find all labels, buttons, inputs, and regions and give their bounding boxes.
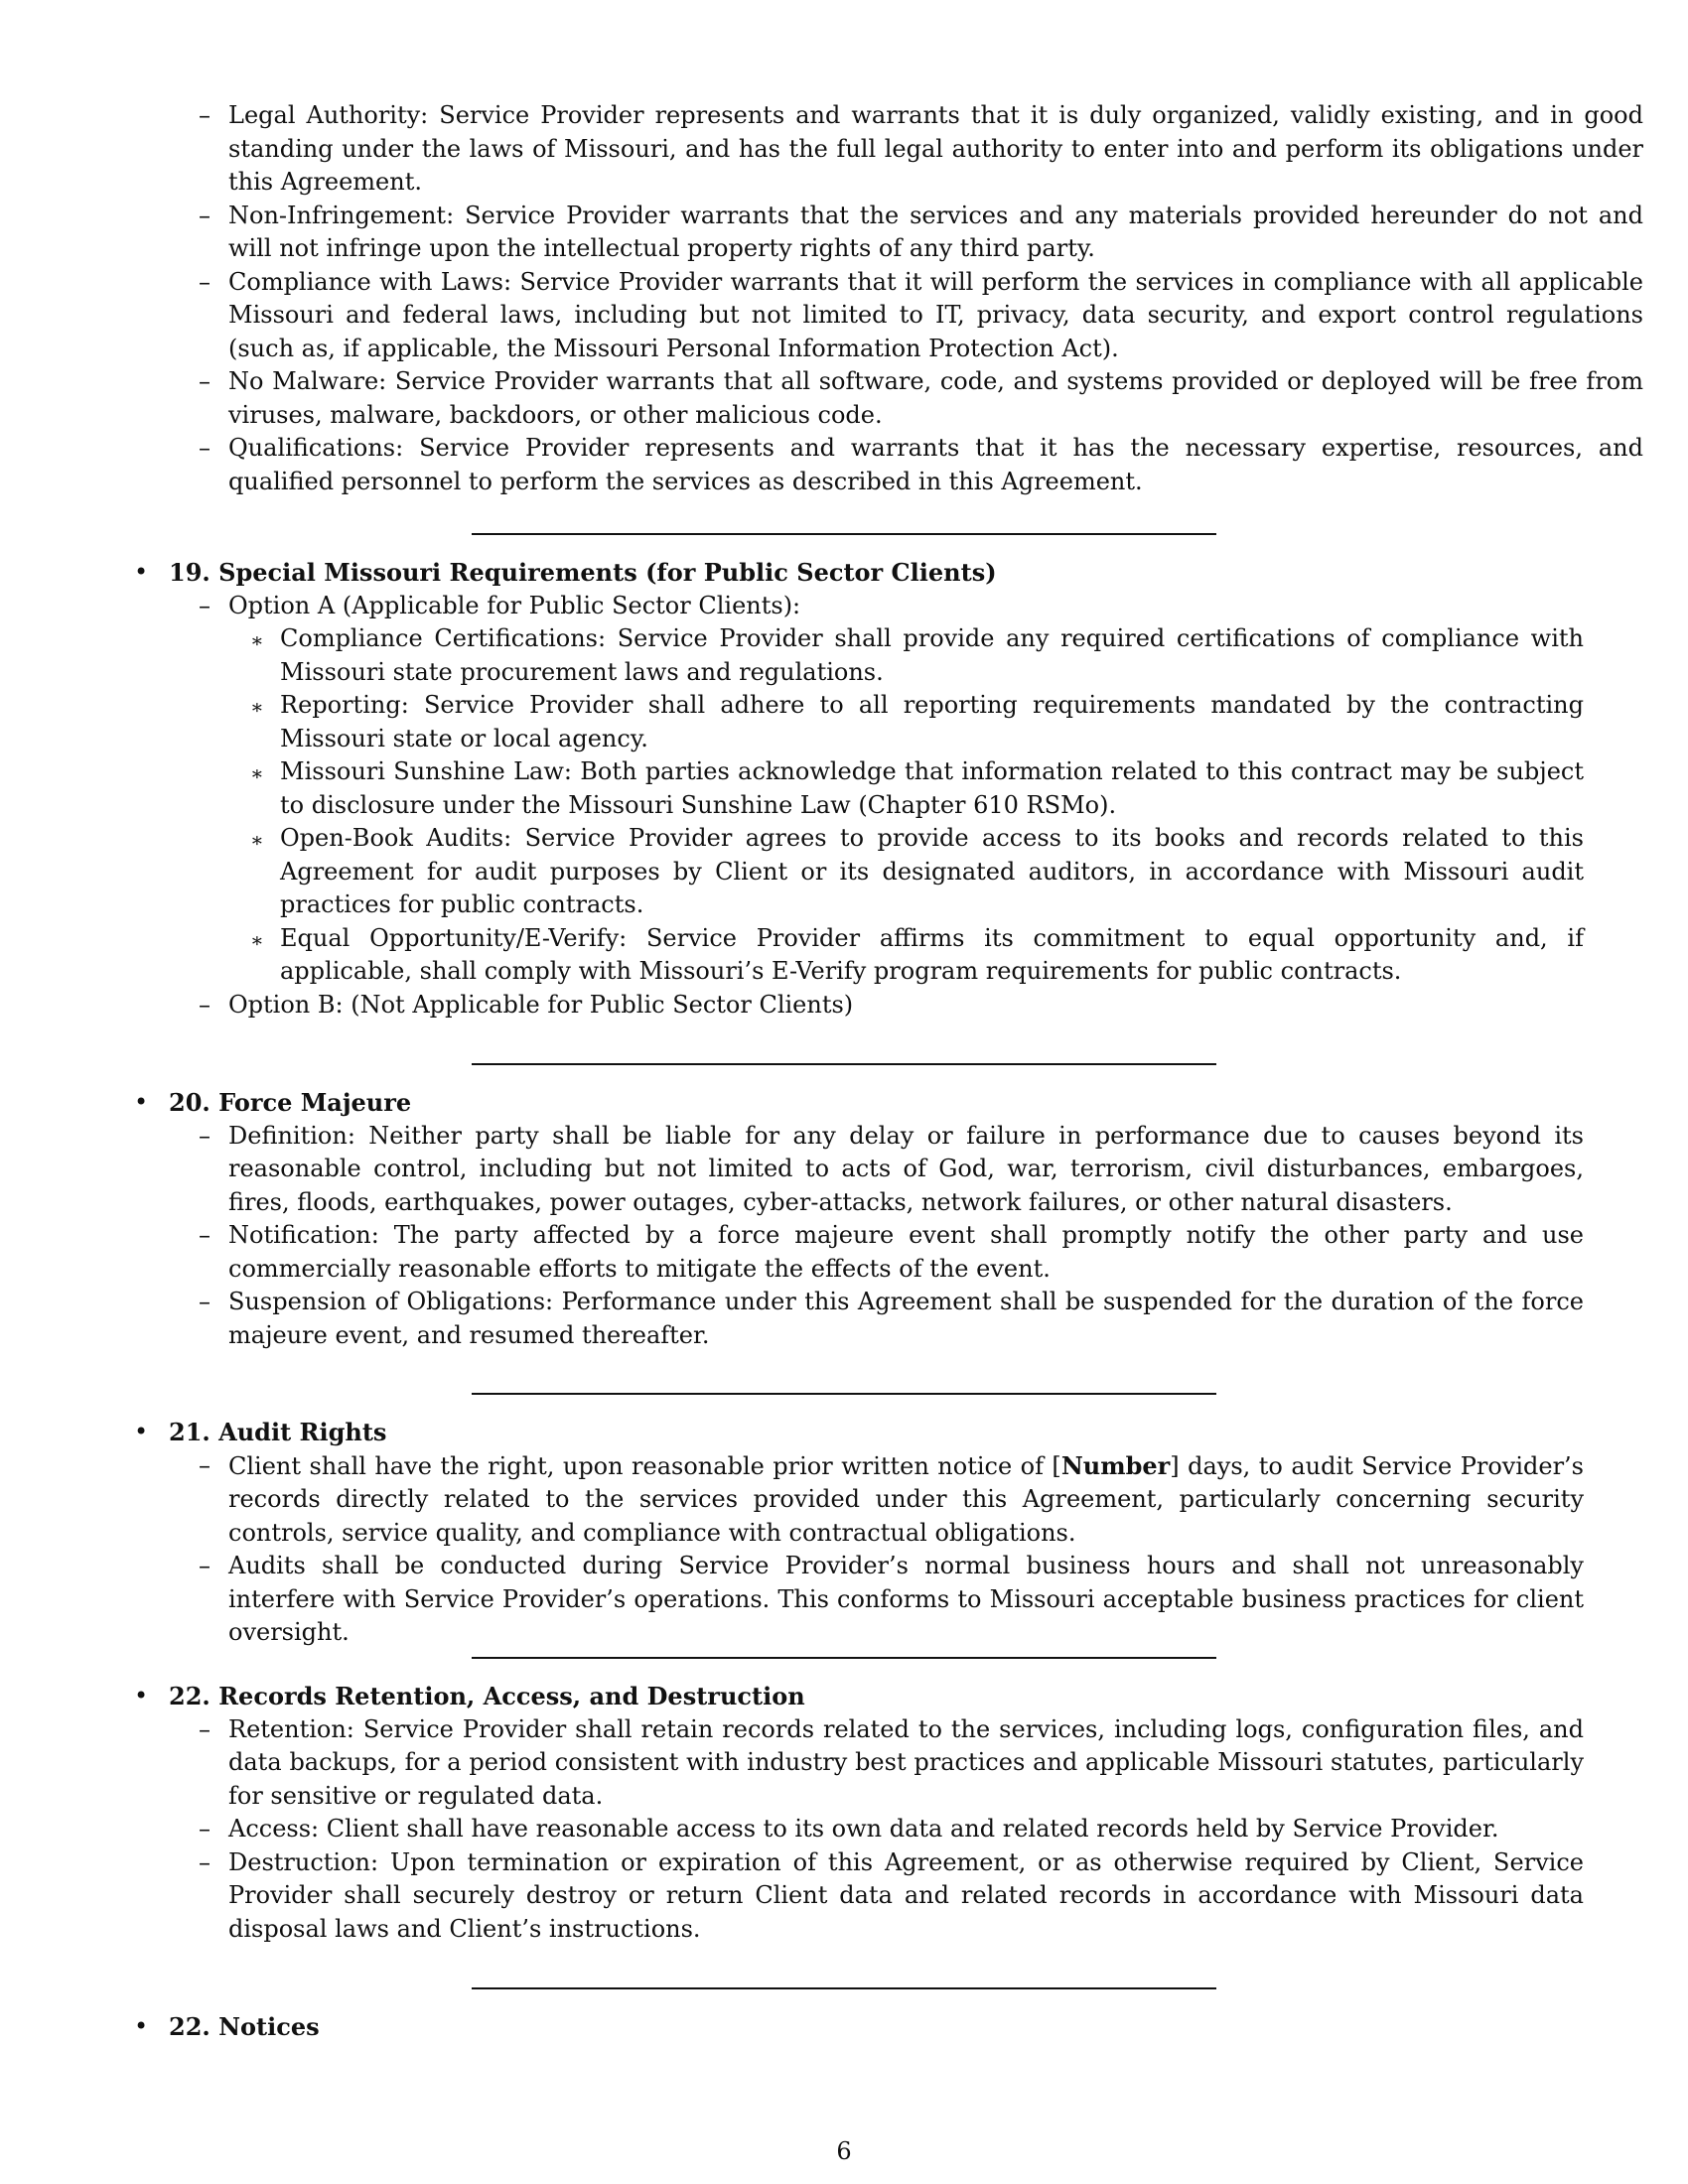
section-divider xyxy=(472,533,1216,535)
section-title: 22. Notices xyxy=(169,2012,320,2041)
section-19 xyxy=(134,556,1584,1022)
list-item: ∗ Open-Book Audits: Service Provider agrees to provide access to its books and records related to this Agreement for audit purposes by Client or its designated auditors, in accordance with Missouri audit practices for public contracts. xyxy=(250,824,1584,918)
bullet-icon: • xyxy=(134,2012,149,2040)
list-item: – Suspension of Obligations: Performance under this Agreement shall be suspended for the duration of the force majeure event, and resumed thereafter. xyxy=(199,1288,1584,1349)
list-item: – Definition: Neither party shall be liable for any delay or failure in performance due to causes beyond its reasonable control, including but not limited to acts of God, war, terrorism, civil disturbances, embargoes, fires, floods, earthquakes, power outages, cyber-attacks, network failures, or other natural disasters. xyxy=(199,1121,1584,1216)
section-divider xyxy=(472,1393,1216,1395)
list-item: ∗ Missouri Sunshine Law: Both parties acknowledge that information related to this contract may be subject to disclosure under the Missouri Sunshine Law (Chapter 610 RSMo). xyxy=(250,757,1584,819)
list-item: – No Malware: Service Provider warrants that all software, code, and systems provided or deployed will be free from viruses, malware, backdoors, or other malicious code. xyxy=(199,367,1643,429)
warranties-list xyxy=(169,99,1643,498)
page-number: 6 xyxy=(836,2137,852,2165)
section-divider xyxy=(472,1987,1216,1989)
section-divider xyxy=(472,1063,1216,1065)
list-item: – Legal Authority: Service Provider represents and warrants that it is duly organized, validly existing, and in good standing under the laws of Missouri, and has the full legal authority to enter into and perform its obligations under this Agreement. xyxy=(199,101,1643,196)
bullet-icon: • xyxy=(134,1088,149,1116)
list-item: – Notification: The party affected by a force majeure event shall promptly notify the other party and use commercially reasonable efforts to mitigate the effects of the event. xyxy=(199,1221,1584,1283)
list-item: ∗ Equal Opportunity/E-Verify: Service Provider affirms its commitment to equal opportunity and, if applicable, shall comply with Missouri’s E-Verify program requirements for public contracts. xyxy=(250,923,1584,985)
bullet-icon: • xyxy=(134,558,149,586)
list-item: – Audits shall be conducted during Service Provider’s normal business hours and shall not unreasonably interfere with Service Provider’s operations. This conforms to Missouri acceptable business practices for client oversight. xyxy=(199,1552,1584,1646)
section-title: 20. Force Majeure xyxy=(169,1088,412,1117)
list-item: ∗ Compliance Certifications: Service Provider shall provide any required certifications of compliance with Missouri state procurement laws and regulations. xyxy=(250,624,1584,686)
section-title: 22. Records Retention, Access, and Destruction xyxy=(169,1682,805,1710)
list-item: – Qualifications: Service Provider represents and warrants that it has the necessary expertise, resources, and qualified personnel to perform the services as described in this Agreement. xyxy=(199,434,1643,495)
bullet-icon: • xyxy=(134,1418,149,1445)
section-divider xyxy=(472,1657,1216,1659)
section-21 xyxy=(134,1416,1584,1650)
list-item: – Compliance with Laws: Service Provider warrants that it will perform the services in compliance with all applicable Missouri and federal laws, including but not limited to IT, privacy, data security, and export control regulations (such as, if applicable, the Missouri Personal Information Protection Act). xyxy=(199,267,1643,362)
option-a: – Option A (Applicable for Public Sector Clients): ∗ Compliance Certifications: Service Provider shall provide any required certifications of compliance with Missouri state procurement laws and regulations. ∗ Reporting: Service Provider shall adhere to all reporting requirements mandated by the contracting Missouri state or local agency. ∗ Missouri Sunshine Law: Both parties acknowledge that information related to this contract may be subject to disclosure under the Missouri Sunshine Law (Chapter 610 RSMo). ∗ Open-Book Audits: Service Provider agrees to provide access to its books and records related to this Agreement for audit purposes by Client or its designated auditors, in accordance with Missouri audit practices for public contracts. ∗ Equal Opportunity/E-Verify: Service Provider affirms its commitment to equal opportunity and, if applicable, shall comply with Missouri’s E-Verify program requirements for public contracts. xyxy=(228,590,1584,989)
section-22-notices xyxy=(134,2010,1584,2044)
bullet-icon: • xyxy=(134,1682,149,1709)
placeholder-number: Number xyxy=(1060,1450,1171,1480)
section-22-records xyxy=(134,1680,1584,1946)
list-item: ∗ Reporting: Service Provider shall adhere to all reporting requirements mandated by the contracting Missouri state or local agency. xyxy=(250,691,1584,752)
list-item: – Client shall have the right, upon reasonable prior written notice of [Number] days, to audit Service Provider’s records directly related to the services provided under this Agreement, particularly concerning security controls, service quality, and compliance with contractual obligations. xyxy=(199,1450,1585,1547)
option-b: – Option B: (Not Applicable for Public Sector Clients) xyxy=(199,990,854,1019)
list-item: – Retention: Service Provider shall retain records related to the services, including logs, configuration files, and data backups, for a period consistent with industry best practices and applicable Missouri statutes, particularly for sensitive or regulated data. xyxy=(199,1714,1584,1810)
section-20 xyxy=(134,1086,1584,1352)
list-item: – Non-Infringement: Service Provider warrants that the services and any materials provided hereunder do not and will not infringe upon the intellectual property rights of any third party. xyxy=(199,201,1643,262)
list-item: – Access: Client shall have reasonable access to its own data and related records held by Service Provider. xyxy=(199,1815,1499,1843)
section-title: 19. Special Missouri Requirements (for Public Sector Clients) xyxy=(169,558,997,587)
section-title: 21. Audit Rights xyxy=(169,1418,387,1446)
list-item: – Destruction: Upon termination or expiration of this Agreement, or as otherwise required by Client, Service Provider shall securely destroy or return Client data and related records in accordance with Missouri data disposal laws and Client’s instructions. xyxy=(199,1847,1584,1943)
